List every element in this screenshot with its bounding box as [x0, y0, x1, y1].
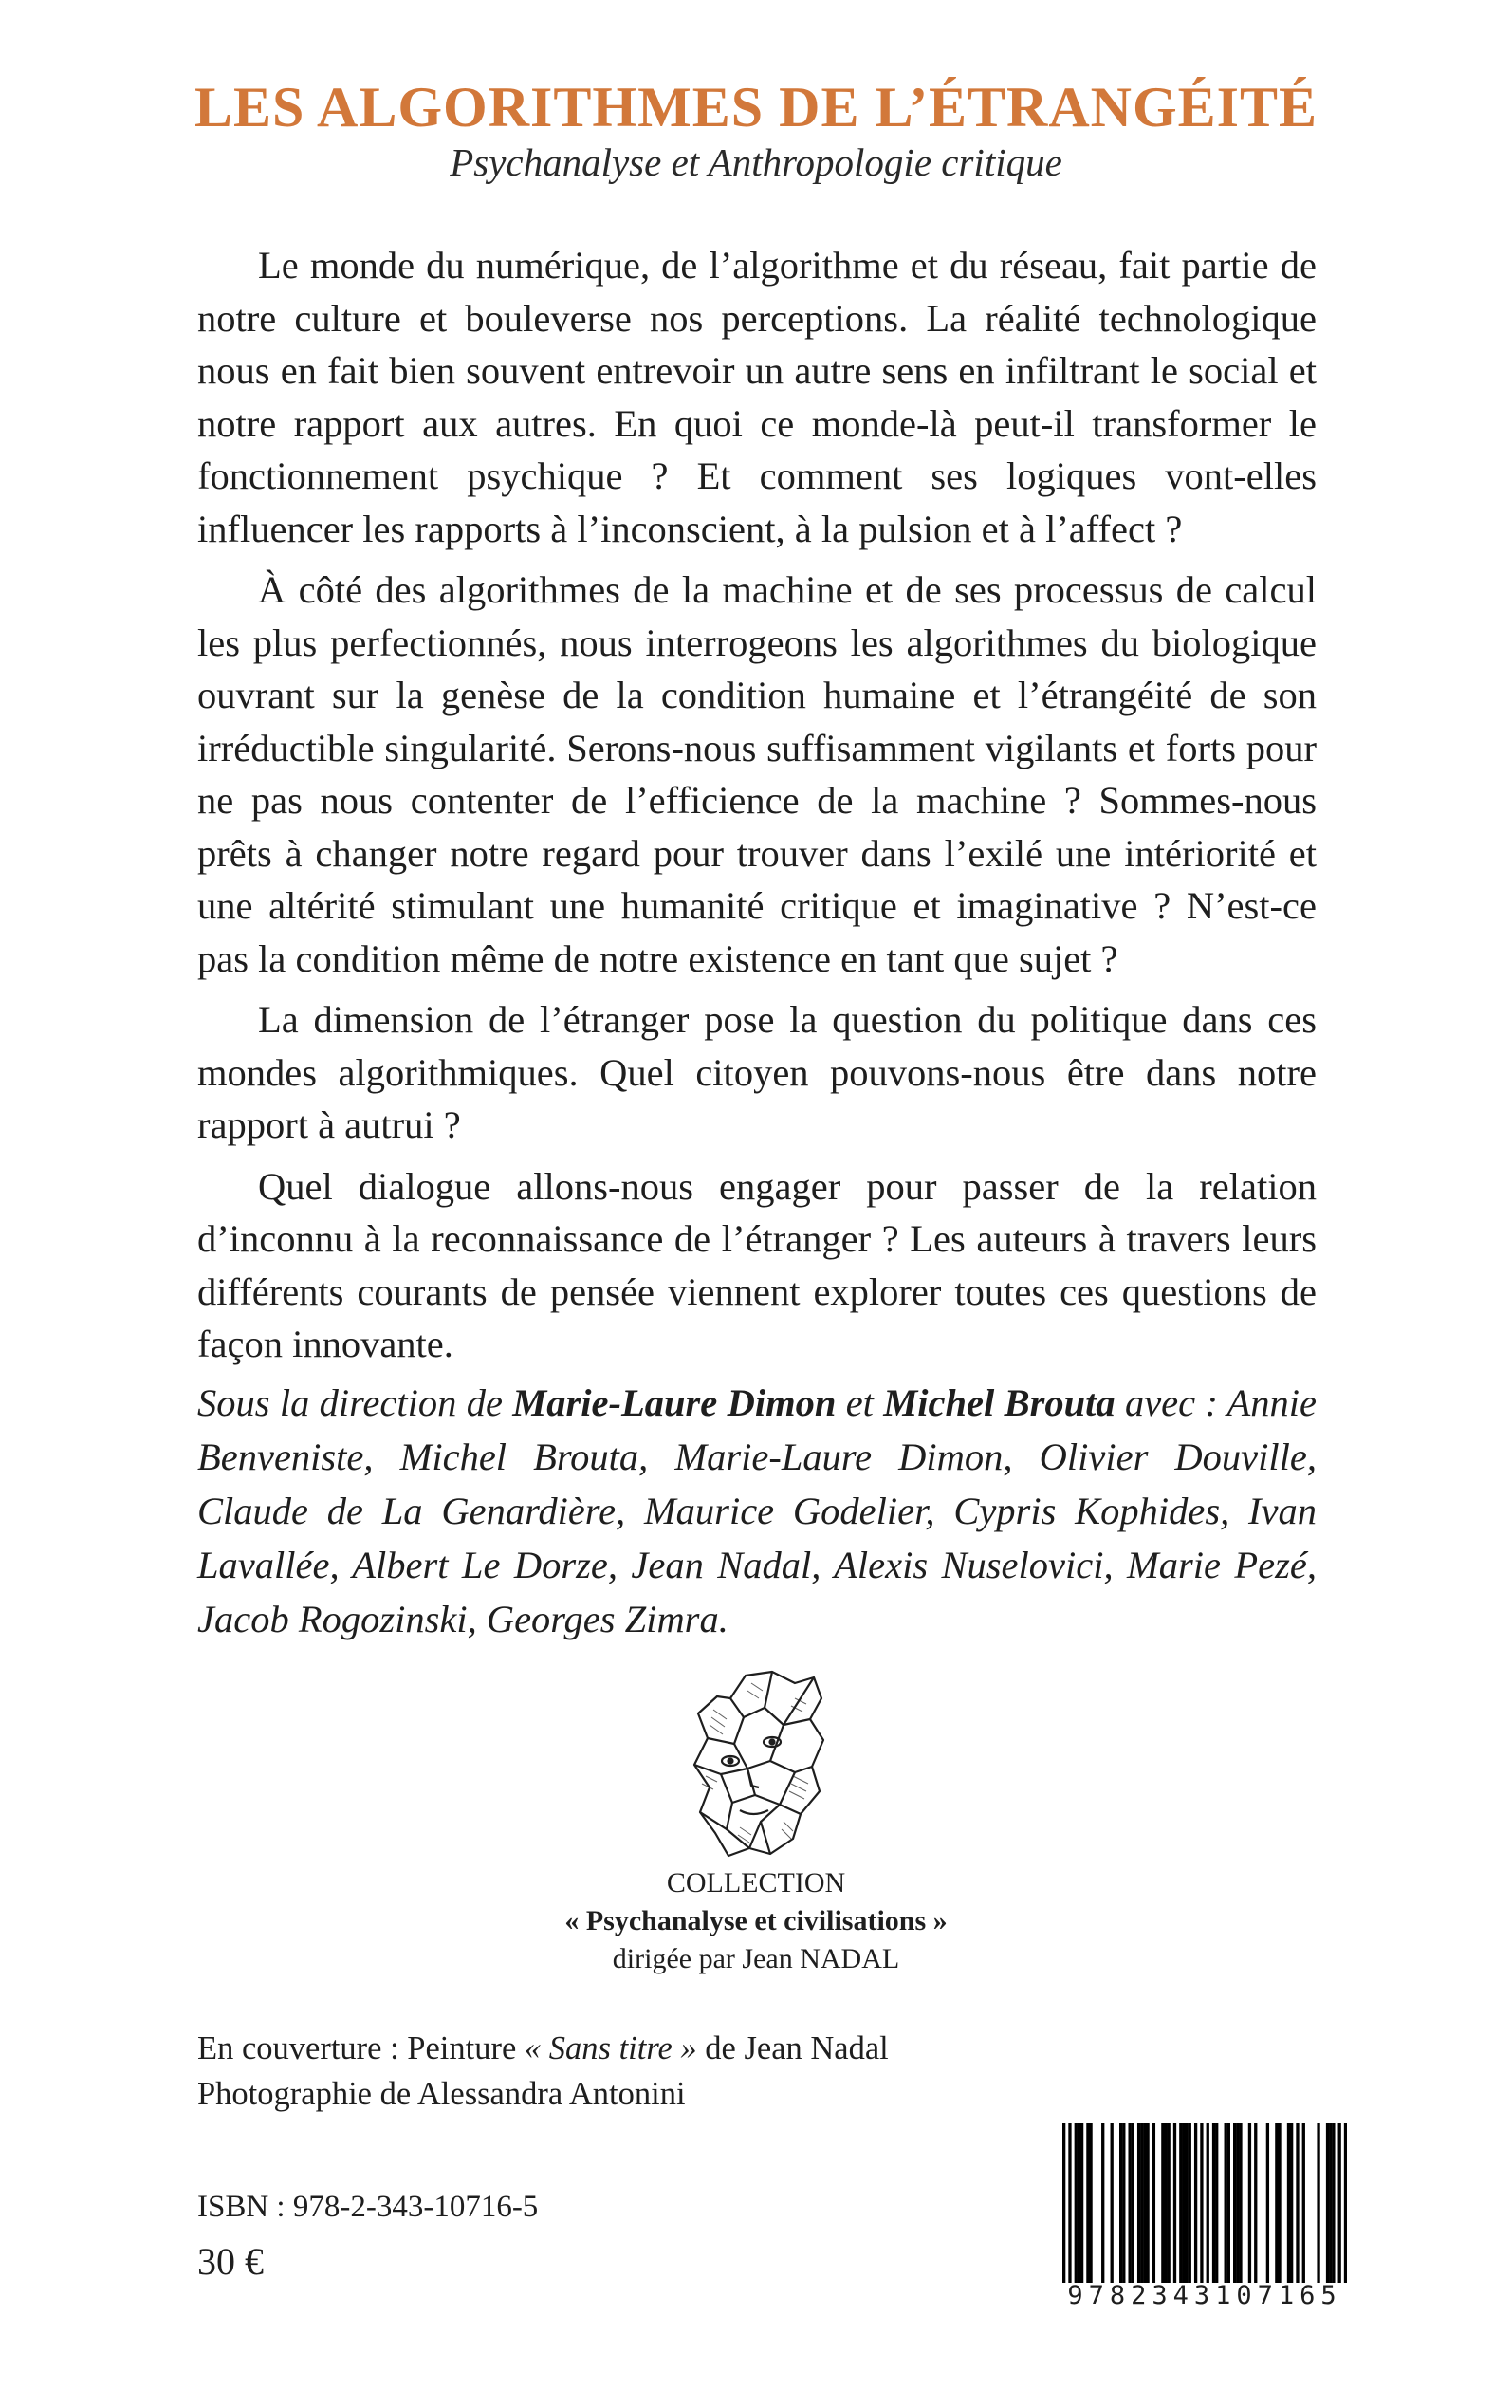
barcode-bar [1075, 2123, 1078, 2283]
barcode-bar [1296, 2123, 1299, 2283]
cover-credit-prefix: En couverture : Peinture [197, 2030, 517, 2066]
barcode-bar [1111, 2123, 1114, 2283]
barcode-bar [1122, 2123, 1125, 2283]
barcode-bar [1194, 2123, 1197, 2283]
barcode-bar [1326, 2123, 1329, 2283]
barcode-bar [1338, 2123, 1341, 2283]
barcode-bar [1119, 2123, 1122, 2283]
collection-logo-icon [689, 1670, 827, 1860]
collection-info [0, 1864, 1512, 1978]
cover-credits [197, 2026, 889, 2117]
barcode-bar [1233, 2123, 1236, 2283]
back-cover-text [197, 239, 1317, 1380]
barcode-bar [1275, 2123, 1278, 2283]
barcode-bar [1212, 2123, 1215, 2283]
barcode-bar [1068, 2123, 1071, 2283]
barcode-digits: 9782343107165 [1067, 2281, 1342, 2310]
barcode-bar [1329, 2123, 1332, 2283]
barcode-bar [1344, 2123, 1347, 2283]
barcode-bar [1239, 2123, 1242, 2283]
barcode-bar [1161, 2123, 1164, 2283]
paragraph: Le monde du numérique, de l’algorithme et du réseau, fait partie de notre culture et bouleverse nos perceptions. La réalité technologique nous en fait bien souvent entrevoir un autre sens en infiltrant le social et notre rapport aux autres. En quoi ce monde-là peut-il transformer le fonctionnement psychique ? Et comment ses logiques vont-elles influencer les rapports à l’inconscient, à la pulsion et à l’affect ? [197, 244, 1317, 550]
barcode-bar [1290, 2123, 1293, 2283]
barcode-bar [1227, 2123, 1230, 2283]
contributor-list: Annie Benveniste, Michel Brouta, Marie-Laure Dimon, Olivier Douville, Claude de La Genardière, Maurice Godelier, Cypris Kophides, Ivan Lavallée, Albert Le Dorze, Jean Nadal, Alexis Nuselovici, Marie Pezé, Jacob Rogozinski, Georges Zimra. [197, 1381, 1318, 1640]
book-subtitle: Psychanalyse et Anthropologie critique [450, 140, 1062, 184]
isbn: ISBN : 978-2-343-10716-5 [197, 2190, 539, 2224]
barcode-bar [1089, 2123, 1092, 2283]
barcode-bar [1137, 2123, 1140, 2283]
barcode-bar [1078, 2123, 1080, 2283]
contributors [197, 1376, 1317, 1646]
barcode-bar [1143, 2123, 1146, 2283]
barcode-bar [1168, 2123, 1171, 2283]
contrib-avec: avec : [1124, 1381, 1218, 1424]
barcode-bar [1207, 2123, 1209, 2283]
barcode-bar [1302, 2123, 1305, 2283]
editor-name: Marie-Laure Dimon [512, 1381, 837, 1424]
contrib-conj: et [845, 1381, 874, 1424]
barcode-bar [1146, 2123, 1149, 2283]
barcode-bar [1225, 2123, 1227, 2283]
paragraph: À côté des algorithmes de la machine et de ses processus de calcul les plus perfectionnés, nous interrogeons les algorithmes du biologique ouvrant sur la genèse de la condition humaine et l’étrangéité de son irréductible singularité. Serons-nous suffisamment vigilants et forts pour ne pas nous contenter de l’efficience de la machine ? Sommes-nous prêts à changer notre regard pour trouver dans l’exilé une intériorité et une altérité stimulant une humanité critique et imaginative ? N’est-ce pas la condition même de notre existence en tant que sujet ? [197, 568, 1317, 980]
barcode-bar [1152, 2123, 1155, 2283]
contrib-intro: Sous la direction de [197, 1381, 503, 1424]
barcode-bar [1173, 2123, 1176, 2283]
barcode-bar [1164, 2123, 1167, 2283]
barcode-bar [1287, 2123, 1290, 2283]
painting-title: « Sans titre » [524, 2030, 697, 2066]
barcode-bar [1080, 2123, 1083, 2283]
barcode-bar [1062, 2123, 1065, 2283]
barcode-bar [1254, 2123, 1257, 2283]
barcode-bar [1101, 2123, 1104, 2283]
barcode-bar [1132, 2123, 1134, 2283]
barcode-bar [1140, 2123, 1143, 2283]
barcode-bar [1266, 2123, 1269, 2283]
collection-director: dirigée par Jean NADAL [612, 1943, 900, 1974]
barcode-bar [1248, 2123, 1251, 2283]
price: 30 € [197, 2240, 264, 2283]
barcode-bar [1215, 2123, 1218, 2283]
barcode-bar [1278, 2123, 1281, 2283]
barcode [1062, 2123, 1347, 2283]
collection-name: « Psychanalyse et civilisations » [564, 1905, 948, 1936]
barcode-bar [1189, 2123, 1191, 2283]
barcode-bar [1317, 2123, 1319, 2283]
barcode-bar [1128, 2123, 1131, 2283]
barcode-bar [1332, 2123, 1335, 2283]
cover-credit-line [197, 2026, 889, 2071]
paragraph: La dimension de l’étranger pose la question du politique dans ces mondes algorithmiques. Quel citoyen pouvons-nous être dans notre rapport à autrui ? [197, 998, 1317, 1146]
barcode-bar [1086, 2123, 1089, 2283]
collection-label: COLLECTION [666, 1867, 846, 1899]
barcode-bar [1182, 2123, 1185, 2283]
barcode-bar [1236, 2123, 1239, 2283]
book-title: LES ALGORITHMES DE L’ÉTRANGÉITÉ [194, 76, 1318, 139]
editor-name: Michel Brouta [883, 1381, 1116, 1424]
paragraph: Quel dialogue allons-nous engager pour passer de la relation d’inconnu à la reconnaissance de l’étranger ? Les auteurs à travers leurs différents courants de pensée viennent explorer toutes ces questions de façon innovante. [197, 1164, 1317, 1365]
photo-credit: Photographie de Alessandra Antonini [197, 2076, 686, 2112]
cover-credit-suffix: de Jean Nadal [705, 2030, 889, 2066]
barcode-bar [1200, 2123, 1203, 2283]
barcode-bar [1185, 2123, 1188, 2283]
barcode-bar [1179, 2123, 1182, 2283]
